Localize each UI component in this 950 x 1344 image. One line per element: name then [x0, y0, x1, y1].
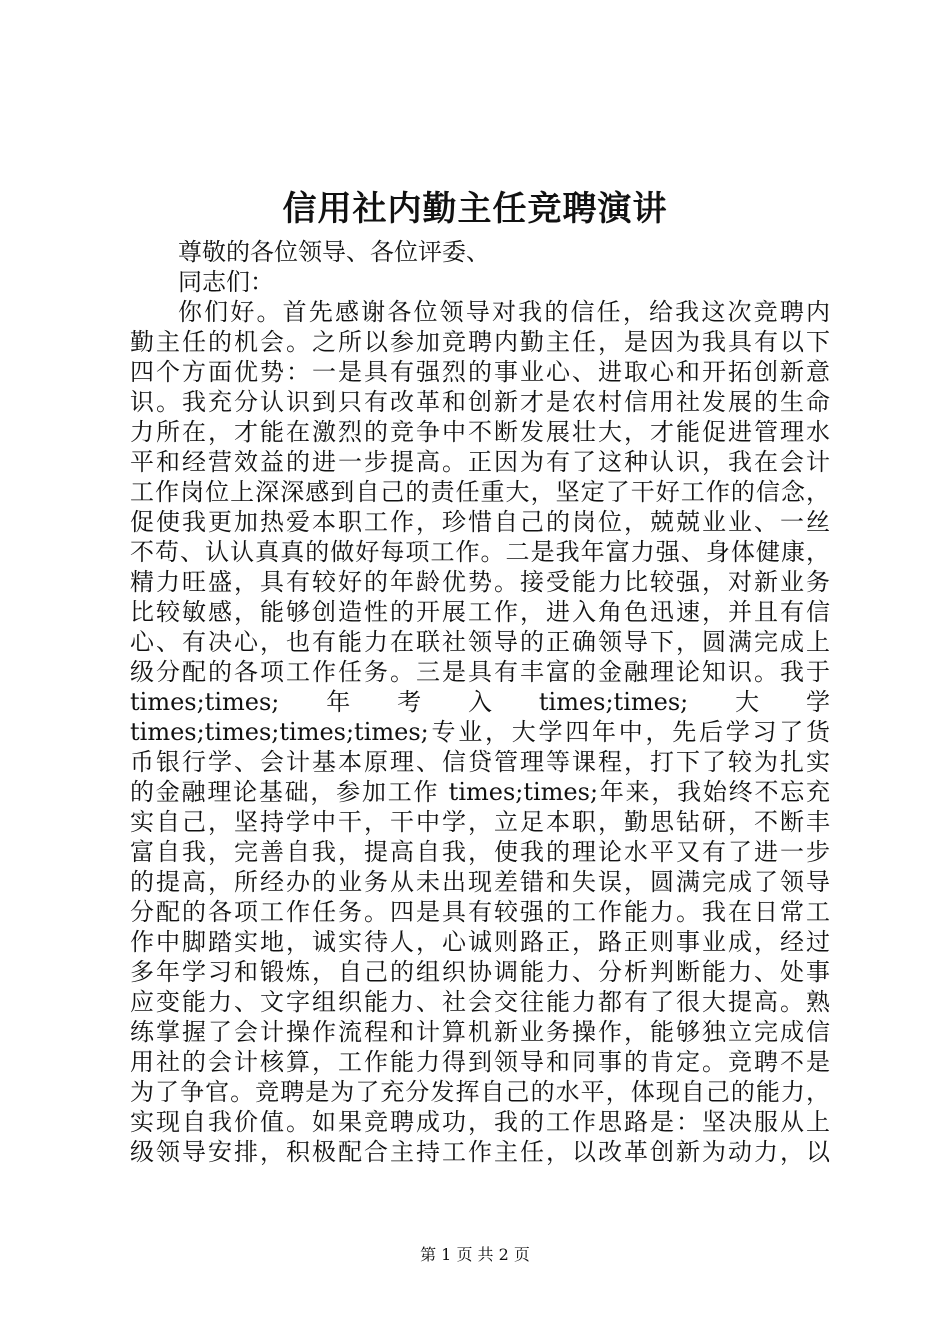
text-line: 币银行学、会计基本原理、信贷管理等课程，打下了较为扎实 [130, 748, 830, 776]
text-line: 级领导安排，积极配合主持工作主任，以改革创新为动力，以 [130, 1138, 830, 1166]
text-line: 不苟、认认真真的做好每项工作。二是我年富力强、身体健康， [130, 538, 830, 566]
salutation-line: 尊敬的各位领导、各位评委、 [178, 238, 490, 266]
text-line: 应变能力、文字组织能力、社会交往能力都有了很大提高。熟 [130, 988, 830, 1016]
text-line: 四个方面优势：一是具有强烈的事业心、进取心和开拓创新意 [130, 358, 830, 386]
text-line: 识。我充分认识到只有改革和创新才是农村信用社发展的生命 [130, 388, 830, 416]
text-line: times;times;times;times;专业，大学四年中，先后学习了货 [130, 718, 830, 746]
text-line: 练掌握了会计操作流程和计算机新业务操作，能够独立完成信 [130, 1018, 830, 1046]
text-line: 促使我更加热爱本职工作，珍惜自己的岗位，兢兢业业、一丝 [130, 508, 830, 536]
text-line: 为了争官。竞聘是为了充分发挥自己的水平，体现自己的能力， [130, 1078, 830, 1106]
text-line: 多年学习和锻炼，自己的组织协调能力、分析判断能力、处事 [130, 958, 830, 986]
text-line: 用社的会计核算，工作能力得到领导和同事的肯定。竞聘不是 [130, 1048, 830, 1076]
text-line: 工作岗位上深深感到自己的责任重大，坚定了干好工作的信念， [130, 478, 830, 506]
text-line: 勤主任的机会。之所以参加竞聘内勤主任，是因为我具有以下 [130, 328, 830, 356]
salutation-line: 同志们： [178, 268, 274, 296]
text-line: 实自己，坚持学中干，干中学，立足本职，勤思钻研，不断丰 [130, 808, 830, 836]
text-line: 心、有决心，也有能力在联社领导的正确领导下，圆满完成上 [130, 628, 830, 656]
text-line: 力所在，才能在激烈的竞争中不断发展壮大，才能促进管理水 [130, 418, 830, 446]
document-title: 信用社内勤主任竞聘演讲 [282, 189, 668, 229]
text-line: 的金融理论基础，参加工作 times;times;年来，我始终不忘充 [130, 778, 830, 806]
text-line: 作中脚踏实地，诚实待人，心诚则路正，路正则事业成，经过 [130, 928, 830, 956]
text-line: times;times; 年 考 入 times;times; 大 学 [130, 688, 830, 716]
text-line: 级分配的各项工作任务。三是具有丰富的金融理论知识。我于 [130, 658, 830, 686]
text-line: 平和经营效益的进一步提高。正因为有了这种认识，我在会计 [130, 448, 830, 476]
text-line: 精力旺盛，具有较好的年龄优势。接受能力比较强，对新业务 [130, 568, 830, 596]
page-footer: 第 1 页 共 2 页 [420, 1245, 530, 1264]
text-line: 富自我，完善自我，提高自我，使我的理论水平又有了进一步 [130, 838, 830, 866]
text-line: 比较敏感，能够创造性的开展工作，进入角色迅速，并且有信 [130, 598, 830, 626]
text-line: 实现自我价值。如果竞聘成功，我的工作思路是：坚决服从上 [130, 1108, 830, 1136]
text-line: 分配的各项工作任务。四是具有较强的工作能力。我在日常工 [130, 898, 830, 926]
text-line: 的提高，所经办的业务从未出现差错和失误，圆满完成了领导 [130, 868, 830, 896]
document-body [130, 237, 830, 1167]
text-line: 你们好。首先感谢各位领导对我的信任，给我这次竞聘内 [178, 298, 830, 326]
